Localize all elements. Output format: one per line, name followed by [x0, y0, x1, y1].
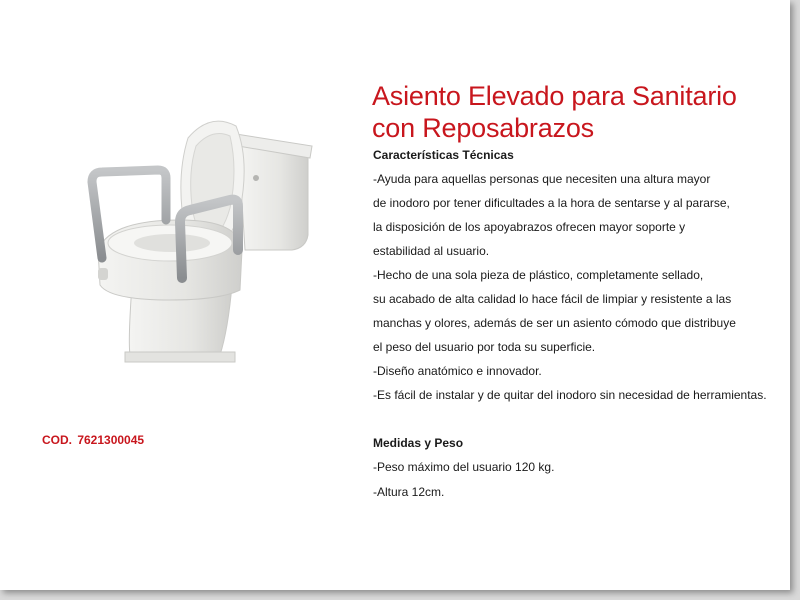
- spec-line: estabilidad al usuario.: [373, 244, 490, 258]
- technical-features-heading: Características Técnicas: [373, 148, 514, 162]
- spec-line: -Es fácil de instalar y de quitar del inodoro sin necesidad de herramientas.: [373, 388, 767, 402]
- raised-toilet-seat-image: [70, 100, 340, 390]
- product-code: COD. 7621300045: [42, 433, 145, 447]
- product-title-line-2: con Reposabrazos: [372, 113, 594, 143]
- spec-line: el peso del usuario por toda su superficie.: [373, 340, 596, 354]
- spec-line: de inodoro por tener dificultades a la hora de sentarse y al pararse,: [373, 196, 730, 210]
- spec-line: manchas y olores, además de ser un asiento cómodo que distribuye: [373, 316, 736, 330]
- spec-line: -Hecho de una sola pieza de plástico, completamente sellado,: [373, 268, 704, 282]
- spec-line: la disposición de los apoyabrazos ofrecen mayor soporte y: [373, 220, 686, 234]
- measure-line: -Altura 12cm.: [373, 485, 445, 499]
- spec-line: -Diseño anatómico e innovador.: [373, 364, 542, 378]
- product-title-line-1: Asiento Elevado para Sanitario: [372, 81, 737, 111]
- spec-line: su acabado de alta calidad lo hace fácil de limpiar y resistente a las: [373, 292, 732, 306]
- measures-heading: Medidas y Peso: [373, 436, 464, 450]
- spec-line: -Ayuda para aquellas personas que necesiten una altura mayor: [373, 172, 711, 186]
- measure-line: -Peso máximo del usuario 120 kg.: [373, 460, 555, 474]
- product-title: [372, 80, 737, 144]
